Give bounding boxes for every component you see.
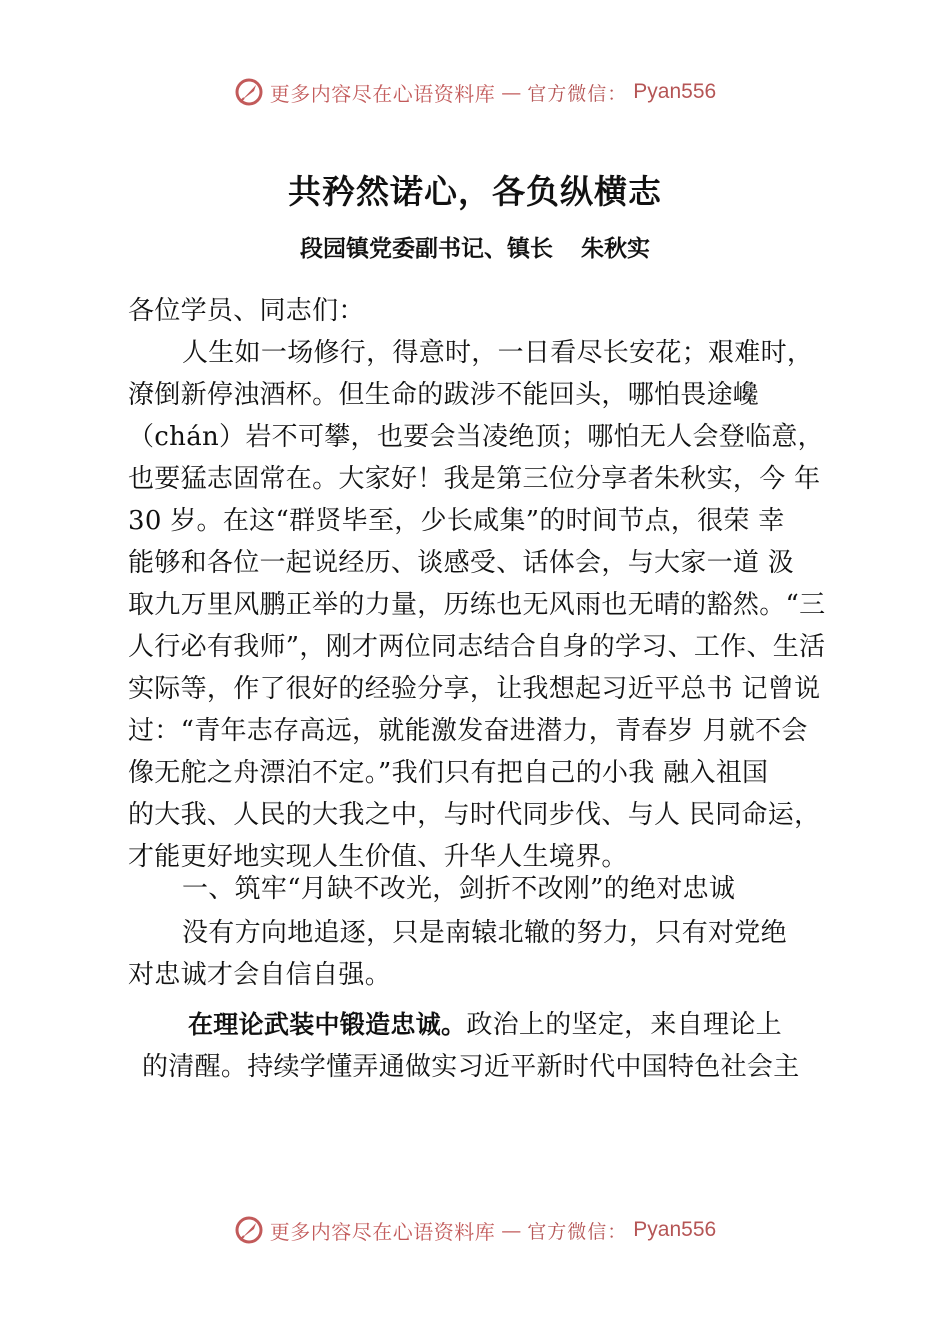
watermark-wechat-label: 官方微信：	[527, 1220, 628, 1243]
watermark-site-text: 更多内容尽在心语资料库	[269, 1219, 496, 1244]
paragraph-line: （chán）岩不可攀，也要会当凌绝顶；哪怕无人会登临意，	[128, 422, 824, 452]
paragraph-theory	[128, 1004, 863, 1088]
watermark-wechat-id: Pyan556	[633, 1218, 717, 1241]
paragraph-line: 没有方向地追逐，只是南辕北辙的努力，只有对党绝	[182, 918, 787, 948]
document-author	[0, 230, 950, 263]
watermark-wechat-id: Pyan556	[633, 80, 717, 103]
author-position: 段园镇党委副书记、镇长	[300, 236, 553, 262]
watermark-separator: —	[501, 80, 522, 104]
paragraph-line: 的清醒。持续学懂弄通做实习近平新时代中国特色社会主	[142, 1052, 800, 1082]
greeting	[128, 290, 863, 332]
paragraph-line	[128, 1004, 863, 1046]
watermark-footer	[0, 1210, 950, 1250]
watermark-site-text: 更多内容尽在心语资料库	[269, 81, 496, 106]
paragraph-line: 实际等，作了很好的经验分享，让我想起习近平总书 记曾说	[128, 674, 821, 704]
paragraph-loyalty	[128, 912, 863, 996]
paragraph-line: 30 岁。在这“群贤毕至，少长咸集”的时间节点，很荣 幸	[128, 506, 785, 536]
paragraph-line: 对忠诚才会自信自强。	[128, 960, 392, 990]
watermark-wechat-label: 官方微信：	[527, 82, 628, 105]
paragraph-line: 过：“青年志存高远，就能激发奋进潜力，青春岁 月就不会	[128, 716, 808, 746]
paragraph-line: 的大我、人民的大我之中，与时代同步伐、与人 民同命运，	[128, 800, 821, 830]
paragraph-line: 能够和各位一起说经历、谈感受、话体会，与大家一道 汲	[128, 548, 795, 578]
bold-lead-in: 在理论武装中锻造忠诚。	[188, 1010, 467, 1039]
quill-logo-icon	[234, 77, 264, 107]
quill-logo-icon	[234, 1215, 264, 1245]
paragraph-line: 也要猛志固常在。大家好！我是第三位分享者朱秋实，今 年	[128, 464, 821, 494]
section-heading-text: 一、筑牢“月缺不改光，剑折不改刚”的绝对忠诚	[182, 874, 736, 904]
paragraph-line: 人生如一场修行，得意时，一日看尽长安花；艰难时，	[182, 338, 814, 368]
paragraph-line: 潦倒新停浊酒杯。但生命的跋涉不能回头，哪怕畏途巉	[128, 380, 760, 410]
paragraph-line: 人行必有我师”，刚才两位同志结合自身的学习、工作、生活	[128, 632, 826, 662]
paragraph-intro	[128, 332, 863, 878]
watermark-header	[0, 72, 950, 112]
greeting-text: 各位学员、同志们：	[128, 296, 365, 326]
document-title: 共矜然诺心，各负纵横志	[288, 172, 662, 211]
watermark-separator: —	[501, 1218, 522, 1242]
paragraph-line: 才能更好地实现人生价值、升华人生境界。	[128, 842, 628, 872]
paragraph-line-rest: 政治上的坚定，来自理论上	[466, 1010, 782, 1040]
paragraph-line: 取九万里风鹏正举的力量，历练也无风雨也无晴的豁然。“三	[128, 590, 826, 620]
section-heading-1	[128, 868, 863, 910]
author-name: 朱秋实	[581, 236, 650, 262]
paragraph-line: 像无舵之舟漂泊不定。”我们只有把自己的小我 融入祖国	[128, 758, 769, 788]
